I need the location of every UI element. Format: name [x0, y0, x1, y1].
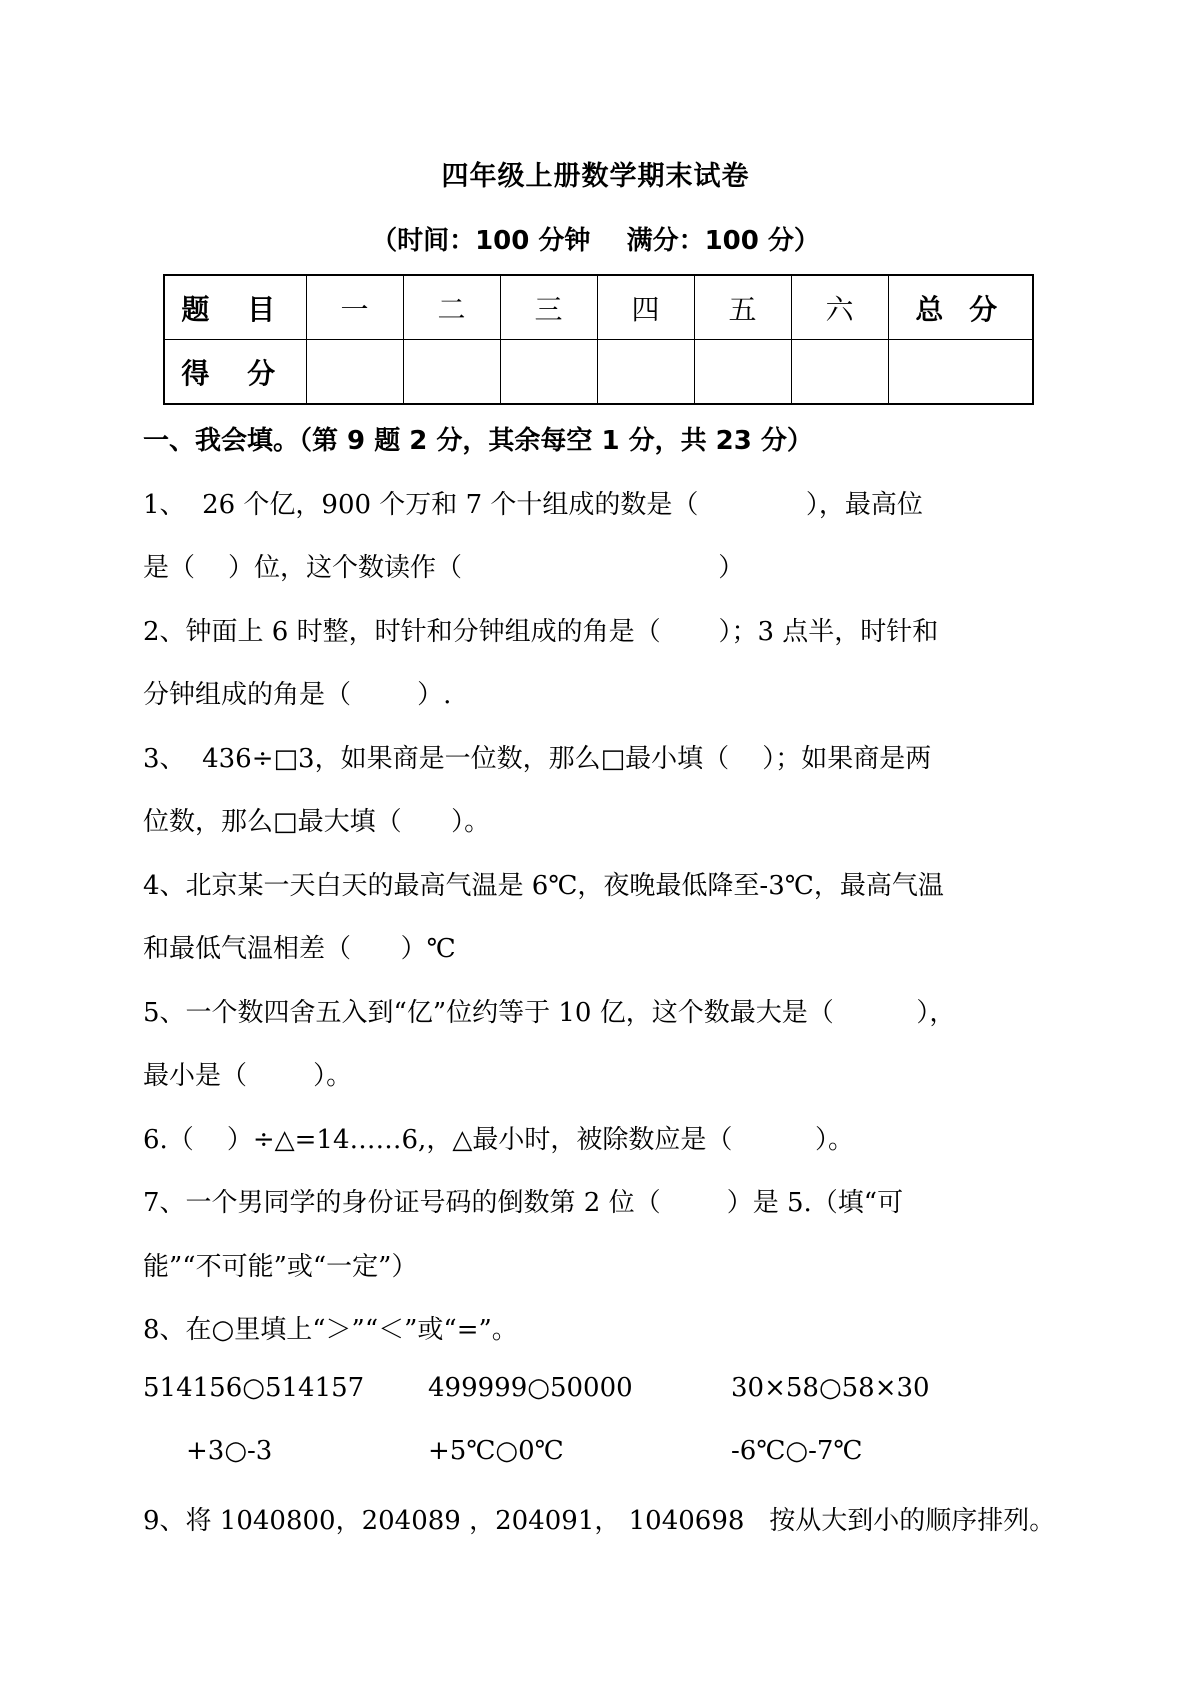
score-table-score-row [164, 340, 1033, 405]
score-header-cell: 三 [500, 275, 597, 340]
score-header-total: 总 分 [888, 275, 1033, 340]
score-header-cell: 二 [403, 275, 500, 340]
question-line: 1、 26 个亿，900 个万和 7 个十组成的数是（ ），最高位 [143, 490, 923, 520]
question-line: 4、北京某一天白天的最高气温是 6℃，夜晚最低降至-3℃，最高气温 [143, 871, 944, 901]
question-line: 3、 436÷□3，如果商是一位数，那么□最小填（ ）；如果商是两 [143, 744, 932, 774]
comparison-item: 499999○50000 [428, 1373, 633, 1403]
question-line: 是（ ）位，这个数读作（ ） [143, 553, 745, 583]
score-cell [306, 340, 403, 405]
question-line: 8、在○里填上“＞”“＜”或“=”。 [143, 1315, 518, 1345]
score-table [163, 274, 1034, 405]
question-line: 位数，那么□最大填（ ）。 [143, 807, 491, 837]
question-line: 2、钟面上 6 时整，时针和分钟组成的角是（ ）；3 点半，时针和 [143, 617, 939, 647]
comparison-item: +5℃○0℃ [428, 1436, 564, 1466]
score-table-header-row [164, 275, 1033, 340]
question-line: 6.（ ）÷△=14……6,，△最小时，被除数应是（ ）。 [143, 1125, 854, 1155]
score-header-cell: 五 [694, 275, 791, 340]
question-line: 5、一个数四舍五入到“亿”位约等于 10 亿，这个数最大是（ ）， [143, 998, 956, 1028]
question-line: 能”“不可能”或“一定”） [143, 1252, 418, 1282]
exam-subtitle: （时间：100 分钟 满分：100 分） [371, 226, 820, 256]
score-cell [597, 340, 694, 405]
score-header-label: 题 目 [164, 275, 306, 340]
comparison-item: 514156○514157 [143, 1373, 365, 1403]
score-header-cell: 四 [597, 275, 694, 340]
comparison-item: +3○-3 [186, 1436, 273, 1466]
score-cell [888, 340, 1033, 405]
score-row-label: 得 分 [164, 340, 306, 405]
score-cell [500, 340, 597, 405]
score-cell [791, 340, 888, 405]
question-line: 7、一个男同学的身份证号码的倒数第 2 位（ ）是 5.（填“可 [143, 1188, 904, 1218]
section-heading: 一、我会填。（第 9 题 2 分，其余每空 1 分，共 23 分） [143, 426, 813, 456]
question-line: 最小是（ ）。 [143, 1061, 353, 1091]
score-cell [403, 340, 500, 405]
page-title: 四年级上册数学期末试卷 [441, 161, 750, 192]
question-line: 分钟组成的角是（ ）. [143, 680, 452, 710]
score-header-cell: 六 [791, 275, 888, 340]
score-header-cell: 一 [306, 275, 403, 340]
comparison-item: -6℃○-7℃ [731, 1436, 863, 1466]
question-line: 和最低气温相差（ ）℃ [143, 934, 456, 964]
question-line: 9、将 1040800，204089 ，204091， 1040698 按从大到小的顺序排列。 [143, 1506, 1056, 1536]
score-cell [694, 340, 791, 405]
comparison-item: 30×58○58×30 [731, 1373, 930, 1403]
